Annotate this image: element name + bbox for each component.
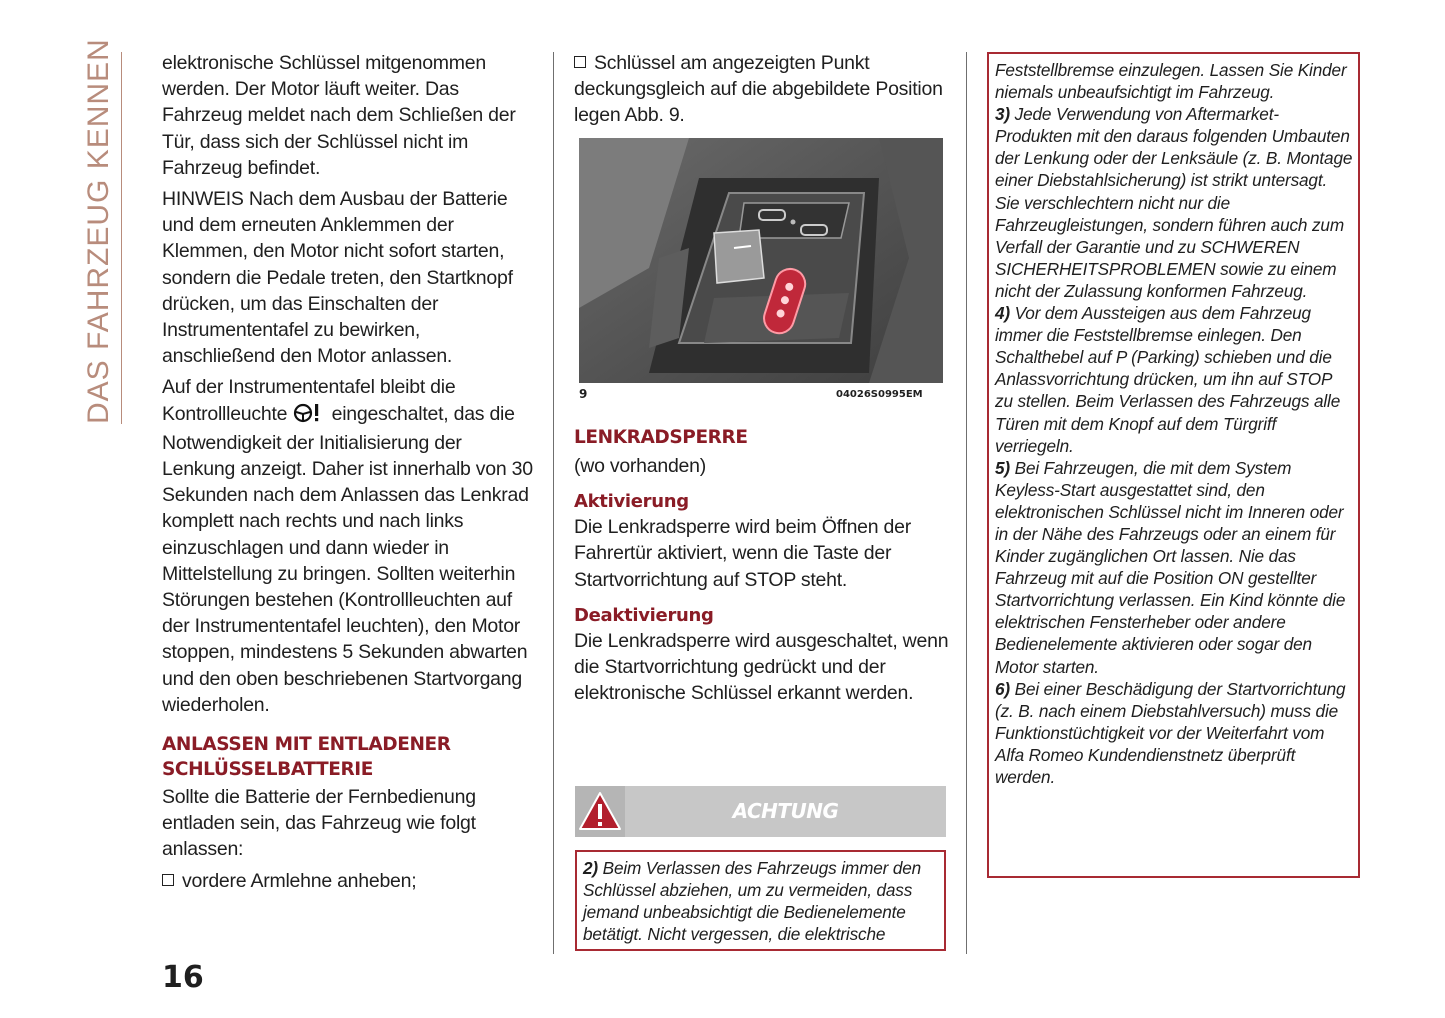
warning-note: 5) Bei Fahrzeugen, die mit dem System Keyless-Start ausgestattet sind, den elektronischen Schlüssel nicht im Inneren oder in der Nähe des Fahrzeugs oder an einem für Kinder zugänglichen Ort lassen. Nie das Fahrzeug mit auf die Position ON gestellter Startvorrichtung verlassen. Ein Kind könnte die elektrischen Fensterheber oder andere Bedienelemente aktivieren oder sogar den Motor starten. — [995, 457, 1346, 677]
subheading-deactivation: Deaktivierung — [574, 604, 714, 626]
column-1 — [162, 50, 537, 899]
paragraph: Sollte die Batterie der Fernbedienung entladen sein, das Fahrzeug wie folgt anlassen: — [162, 786, 476, 861]
section-heading: ANLASSEN MIT ENTLADENER SCHLÜSSELBATTERIE — [162, 734, 451, 781]
page-number: 16 — [162, 960, 204, 995]
paragraph: Die Lenkradsperre wird beim Öffnen der Fahrertür aktiviert, wenn die Taste der Startvorrichtung auf STOP steht. — [574, 516, 911, 591]
warning-note: 2) Beim Verlassen des Fahrzeugs immer den Schlüssel abziehen, um zu vermeiden, dass jemand unbeabsichtigt die Bedienelemente betätigt. Nicht vergessen, die elektrische — [583, 858, 922, 945]
warning-note-box — [575, 850, 946, 951]
column-2 — [574, 50, 949, 134]
warning-note: 6) Bei einer Beschädigung der Startvorrichtung (z. B. nach einem Diebstahlversuch) muss die Funktionstüchtigkeit vor der Weiterfahrt vom Alfa Romeo Kundendienstnetz überprüft werden. — [995, 678, 1346, 787]
warning-title: ACHTUNG — [732, 799, 839, 823]
paragraph: Die Lenkradsperre wird ausgeschaltet, wenn die Startvorrichtung gedrückt und der elektronische Schlüssel erkannt werden. — [574, 629, 949, 705]
warning-note: 4) Vor dem Aussteigen aus dem Fahrzeug immer die Feststellbremse einlegen. Den Schalthebel auf P (Parking) schieben und die Anlassvorrichtung drücken, um ihn auf STOP zu stellen. Beim Verlassen des Fahrzeugs alle Türen mit dem Knopf auf dem Türgriff verriegeln. — [995, 303, 1341, 456]
figure-code: 04026S0995EM — [836, 389, 923, 400]
paragraph: elektronische Schlüssel mitgenommen werden. Der Motor läuft weiter. Das Fahrzeug meldet nach dem Schließen der Tür, dass sich der Schlüssel nicht im Fahrzeug befindet. — [162, 52, 516, 179]
warning-triangle-icon — [575, 786, 625, 837]
steering-lock-section — [574, 425, 949, 711]
column-divider — [553, 52, 554, 954]
paragraph: Auf der Instrumententafel bleibt die Kontrollleuchte eingeschaltet, das die Notwendigkeit der Initialisierung der Lenkung anzeigt. Daher ist innerhalb von 30 Sekunden nach dem Anlassen das Lenkrad komplett nach rechts und nach links einzuschlagen und dann wieder in Mittelstellung zu bringen. Sollten weiterhin Störungen bestehen (Kontrollleuchten auf der Instrumententafel leuchten), den Motor stoppen, mindestens 5 Sekunden abwarten und den oben beschriebenen Startvorgang wiederholen. — [162, 376, 533, 716]
warning-note: 3) Jede Verwendung von Aftermarket-Produkten mit den daraus folgenden Umbauten der Lenkung oder der Lenksäule (z. B. Montage einer Diebstahlsicherung) ist strikt untersagt. Sie verschlechtern nicht nur die Fahrzeugleistungen, sondern führen auch zum Verfall der Garantie und zu SCHWEREN SICHERHEITSPROBLEMEN sowie zu einem nicht der Zulassung konformen Fahrzeug. — [995, 104, 1353, 301]
steering-warning-icon — [293, 403, 325, 430]
note-paragraph: HINWEIS Nach dem Ausbau der Batterie und dem erneuten Anklemmen der Klemmen, den Motor nicht sofort starten, sondern die Pedale treten, den Startknopf drücken, um das Einschalten der Instrumententafel zu bewirken, anschließend den Motor anlassen. — [162, 188, 513, 368]
warning-notes-continued — [987, 52, 1360, 878]
warning-banner — [575, 786, 946, 837]
figure-armrest-key — [579, 138, 943, 383]
paragraph: (wo vorhanden) — [574, 455, 706, 477]
list-item: Schlüssel am angezeigten Punkt deckungsgleich auf die abgebildete Position legen Abb. 9. — [574, 52, 943, 127]
warning-note: Feststellbremse einzulegen. Lassen Sie Kinder niemals unbeaufsichtigt im Fahrzeug. — [995, 60, 1347, 103]
column-divider — [966, 52, 967, 954]
section-heading: LENKRADSPERRE — [574, 427, 748, 448]
checkbox-bullet-icon — [574, 56, 586, 68]
checkbox-bullet-icon — [162, 874, 174, 886]
chapter-title: DAS FAHRZEUG KENNEN — [82, 52, 122, 424]
list-item: vordere Armlehne anheben; — [162, 868, 537, 894]
subheading-activation: Aktivierung — [574, 491, 689, 513]
figure-number: 9 — [579, 387, 588, 401]
